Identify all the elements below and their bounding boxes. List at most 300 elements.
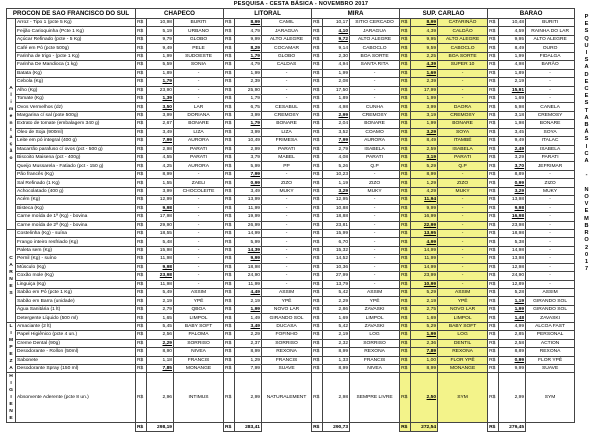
currency-symbol: R$ (136, 35, 147, 43)
currency-symbol: R$ (224, 373, 235, 423)
currency-symbol: R$ (136, 19, 147, 27)
price-cell: 25,90 (235, 86, 262, 94)
currency-symbol: R$ (312, 154, 323, 162)
brand-cell: - (174, 221, 224, 229)
price-cell: 3,50 (147, 103, 174, 111)
brand-cell: - (174, 213, 224, 221)
category-letter: I (10, 381, 12, 387)
currency-symbol: R$ (224, 137, 235, 145)
price-cell: 24,90 (499, 272, 526, 280)
product-name: Extrato de tomate (embalagem 340 g) (16, 120, 136, 128)
category-letter: N (9, 409, 13, 415)
currency-symbol: R$ (400, 187, 411, 195)
price-cell: 3,29 (323, 187, 350, 195)
currency-symbol: R$ (488, 305, 499, 313)
brand-cell: - (174, 246, 224, 254)
product-name: Músculo (Kg) (16, 263, 136, 271)
price-cell: 8,99 (411, 19, 438, 27)
currency-symbol: R$ (488, 137, 499, 145)
table-row (7, 314, 575, 322)
currency-symbol: R$ (400, 280, 411, 288)
brand-cell: ZIZO (526, 179, 575, 187)
table-row (7, 19, 575, 27)
currency-symbol: R$ (312, 162, 323, 170)
currency-symbol: R$ (136, 69, 147, 77)
brand-cell: - (526, 272, 575, 280)
side-letter: Q (584, 35, 589, 42)
currency-symbol: R$ (224, 170, 235, 178)
currency-symbol: R$ (224, 238, 235, 246)
price-cell: 9,49 (147, 44, 174, 52)
brand-cell: - (350, 272, 400, 280)
brand-cell: PARATI (438, 154, 488, 162)
price-cell: 12,98 (499, 263, 526, 271)
price-cell: 5,99 (235, 238, 262, 246)
price-cell: 2,39 (411, 78, 438, 86)
currency-symbol: R$ (488, 78, 499, 86)
brand-cell: FIDALGA (526, 52, 575, 60)
currency-symbol: R$ (224, 162, 235, 170)
brand-cell: SORRISO (174, 339, 224, 347)
brand-cell: - (350, 94, 400, 102)
price-cell: 2,39 (235, 78, 262, 86)
table-row (7, 27, 575, 35)
currency-symbol: R$ (136, 213, 147, 221)
side-letter: S (584, 28, 589, 35)
currency-symbol: R$ (224, 289, 235, 297)
table-row (7, 137, 575, 145)
currency-symbol: R$ (136, 238, 147, 246)
product-name: Tomate (Kg) (16, 94, 136, 102)
category-letter: a (9, 135, 13, 141)
price-cell: 9,49 (499, 137, 526, 145)
currency-symbol: R$ (136, 289, 147, 297)
currency-symbol: R$ (400, 137, 411, 145)
brand-cell: FOFINHO (262, 331, 312, 339)
total-cell: 279,45 (499, 423, 526, 432)
side-letter: E (584, 208, 589, 215)
price-cell: 15,98 (147, 246, 174, 254)
brand-cell: - (526, 263, 575, 271)
totals-spacer (7, 423, 136, 432)
price-cell: 11,99 (235, 280, 262, 288)
brand-cell: ZAVASKI (526, 314, 575, 322)
currency-symbol: R$ (136, 423, 147, 432)
table-row (7, 128, 575, 136)
table-row (7, 272, 575, 280)
price-cell: 8,49 (499, 44, 526, 52)
currency-symbol: R$ (224, 314, 235, 322)
totals-row (7, 423, 575, 432)
currency-symbol: R$ (488, 339, 499, 347)
price-cell: 16,99 (411, 213, 438, 221)
brand-cell: BONARE (262, 120, 312, 128)
price-cell: 17,98 (147, 213, 174, 221)
currency-symbol: R$ (312, 94, 323, 102)
price-cell: 3,99 (147, 111, 174, 119)
brand-cell: - (438, 213, 488, 221)
currency-symbol: R$ (224, 331, 235, 339)
price-cell: 2,37 (235, 339, 262, 347)
currency-symbol: R$ (136, 272, 147, 280)
currency-symbol: R$ (224, 356, 235, 364)
currency-symbol: R$ (224, 187, 235, 195)
currency-symbol: R$ (224, 61, 235, 69)
product-name: Absorvente Aderente (pcte 8 un.) (16, 373, 136, 423)
table-row (7, 204, 575, 212)
price-cell: 4,08 (323, 154, 350, 162)
brand-cell: CAMIL (262, 19, 312, 27)
currency-symbol: R$ (312, 339, 323, 347)
price-cell: 9,14 (323, 44, 350, 52)
brand-cell: PARATI (526, 154, 575, 162)
brand-cell: REXONA (526, 348, 575, 356)
price-cell: 10,36 (323, 263, 350, 271)
currency-symbol: R$ (136, 94, 147, 102)
currency-symbol: R$ (224, 204, 235, 212)
price-cell: 3,99 (235, 111, 262, 119)
side-letter: N (584, 186, 589, 193)
currency-symbol: R$ (488, 238, 499, 246)
side-letter: S (584, 100, 589, 107)
currency-symbol: R$ (312, 348, 323, 356)
product-name: Café em Pó (pcte 500g) (16, 44, 136, 52)
price-cell: 5,29 (411, 322, 438, 330)
brand-cell: SYM (438, 373, 488, 423)
brand-cell: GIRANDO SOL (526, 305, 575, 313)
brand-cell: NIVEA (174, 348, 224, 356)
price-cell: 11,99 (411, 255, 438, 263)
price-cell: 1,79 (235, 94, 262, 102)
brand-cell: SUAVE (526, 364, 575, 372)
price-cell: 5,42 (323, 322, 350, 330)
product-name: Sabão em Pó (pcte 1 Kg) (16, 289, 136, 297)
price-cell: 14,39 (235, 246, 262, 254)
brand-cell: - (262, 78, 312, 86)
table-row (7, 255, 575, 263)
price-cell: 18,98 (499, 229, 526, 237)
product-name: Paleta sem (Kg) (16, 246, 136, 254)
product-name: Feijão Carioquinha (Pcte 1 Kg) (16, 27, 136, 35)
price-cell: 6,75 (235, 103, 262, 111)
price-cell: 7,99 (235, 170, 262, 178)
product-name: Papel Higiênico (pcte 4 un.) (16, 331, 136, 339)
price-cell: 4,79 (235, 61, 262, 69)
price-cell: 1,89 (323, 94, 350, 102)
price-cell: 14,98 (499, 246, 526, 254)
currency-symbol: R$ (400, 289, 411, 297)
brand-cell: LAR (174, 103, 224, 111)
brand-cell: - (526, 204, 575, 212)
price-cell: 5,26 (323, 162, 350, 170)
brand-cell: - (262, 280, 312, 288)
table-row (7, 364, 575, 372)
brand-cell: CATARINÃO (438, 19, 488, 27)
currency-symbol: R$ (400, 339, 411, 347)
currency-symbol: R$ (312, 78, 323, 86)
price-cell: 13,95 (411, 229, 438, 237)
brand-cell: BOA SORTE (438, 52, 488, 60)
brand-cell: - (350, 69, 400, 77)
currency-symbol: R$ (224, 263, 235, 271)
currency-symbol: R$ (400, 423, 411, 432)
product-name: Sabonete (16, 356, 136, 364)
brand-cell: - (438, 86, 488, 94)
header-store-4: SUP. CARLAO (400, 9, 488, 19)
brand-cell: Q.P (350, 162, 400, 170)
total-cell: 272,54 (411, 423, 438, 432)
product-name: Alho (Kg) (16, 86, 136, 94)
brand-cell: - (174, 69, 224, 77)
category-letter: A (9, 366, 13, 372)
currency-symbol: R$ (488, 128, 499, 136)
brand-cell: - (526, 246, 575, 254)
currency-symbol: R$ (488, 423, 499, 432)
brand-cell: - (438, 221, 488, 229)
price-cell: 2,19 (499, 78, 526, 86)
price-cell: 9,79 (147, 35, 174, 43)
price-cell: 2,79 (147, 305, 174, 313)
currency-symbol: R$ (312, 331, 323, 339)
currency-symbol: R$ (488, 154, 499, 162)
brand-cell: BOA SORTE (350, 52, 400, 60)
currency-symbol: R$ (224, 255, 235, 263)
price-cell: 5,29 (411, 162, 438, 170)
price-cell: 2,36 (411, 339, 438, 347)
price-cell: 4,99 (499, 322, 526, 330)
category-letter: R (9, 269, 13, 275)
brand-cell: DUCASA (262, 322, 312, 330)
currency-symbol: R$ (224, 154, 235, 162)
brand-cell: FRANCIS (174, 356, 224, 364)
brand-cell: REXONA (438, 348, 488, 356)
table-row (7, 305, 575, 313)
price-cell: 1,00 (411, 356, 438, 364)
category-letter: N (9, 276, 13, 282)
side-letter: 1 (584, 258, 589, 265)
product-name: Carne moída de 1ª (Kg) - bovina (16, 213, 136, 221)
price-cell: 7,99 (147, 137, 174, 145)
price-cell: 2,19 (235, 297, 262, 305)
brand-cell: - (262, 196, 312, 204)
price-cell: 4,29 (411, 187, 438, 195)
category-letter: t (10, 128, 12, 134)
brand-cell: - (438, 196, 488, 204)
price-cell: 23,98 (499, 221, 526, 229)
brand-cell: ZIZO (350, 179, 400, 187)
price-cell: 3,19 (411, 154, 438, 162)
product-name: Linguiça (Kg) (16, 280, 136, 288)
currency-symbol: R$ (312, 246, 323, 254)
currency-symbol: R$ (312, 44, 323, 52)
side-letter: I (585, 50, 588, 57)
currency-symbol: R$ (312, 423, 323, 432)
brand-cell: - (350, 78, 400, 86)
brand-cell: - (438, 229, 488, 237)
side-letter: 7 (584, 266, 589, 273)
brand-cell: - (174, 272, 224, 280)
currency-symbol: R$ (224, 297, 235, 305)
currency-symbol: R$ (400, 305, 411, 313)
price-cell: 2,19 (411, 297, 438, 305)
table-row (7, 297, 575, 305)
brand-cell: CREMOSY (350, 111, 400, 119)
price-cell: 1,48 (499, 314, 526, 322)
currency-symbol: R$ (136, 305, 147, 313)
price-cell: 2,29 (147, 339, 174, 347)
price-cell: 1,69 (499, 94, 526, 102)
product-name: Farinha de trigo - (pcte 1 Kg) (16, 52, 136, 60)
currency-symbol: R$ (136, 137, 147, 145)
brand-cell: - (174, 238, 224, 246)
currency-symbol: R$ (488, 187, 499, 195)
price-cell: 8,49 (411, 137, 438, 145)
table-row (7, 187, 575, 195)
total-cell: 290,73 (323, 423, 350, 432)
currency-symbol: R$ (224, 44, 235, 52)
price-cell: 6,70 (323, 238, 350, 246)
price-cell: 2,56 (147, 331, 174, 339)
currency-symbol: R$ (400, 221, 411, 229)
currency-symbol: R$ (136, 170, 147, 178)
brand-cell: CABOCLO (350, 44, 400, 52)
currency-symbol: R$ (312, 280, 323, 288)
brand-cell: ACTION (526, 339, 575, 347)
price-cell: 13,79 (323, 280, 350, 288)
brand-cell: - (526, 86, 575, 94)
price-cell: 1,19 (499, 297, 526, 305)
category-letter: I (10, 331, 12, 337)
brand-cell: MUKY (350, 187, 400, 195)
price-cell: 3,99 (411, 103, 438, 111)
price-cell: 10,99 (411, 280, 438, 288)
price-cell: 2,99 (235, 145, 262, 153)
currency-symbol: R$ (488, 263, 499, 271)
brand-cell: DENTIL (438, 339, 488, 347)
brand-cell: MUKY (526, 187, 575, 195)
side-letter: M (584, 215, 589, 222)
currency-symbol: R$ (488, 322, 499, 330)
price-cell: 7,85 (147, 364, 174, 372)
price-cell: 10,88 (323, 204, 350, 212)
table-row (7, 356, 575, 364)
brand-cell: BABY SOFT (174, 322, 224, 330)
price-cell: 2,04 (323, 120, 350, 128)
side-letter: U (584, 42, 589, 49)
price-cell: 12,95 (323, 196, 350, 204)
page-title: PESQUISA - CESTA BÁSICA - NOVEMBRO 2017 (233, 1, 369, 7)
price-cell: 14,99 (235, 229, 262, 237)
price-cell: 2,08 (323, 78, 350, 86)
currency-symbol: R$ (312, 27, 323, 35)
currency-symbol: R$ (400, 145, 411, 153)
currency-symbol: R$ (136, 356, 147, 364)
table-row (7, 145, 575, 153)
price-cell: 10,17 (323, 19, 350, 27)
brand-cell: - (438, 246, 488, 254)
product-name: Pão francês (Kg) (16, 170, 136, 178)
price-cell: 1,99 (235, 305, 262, 313)
price-cell: 1,55 (147, 179, 174, 187)
brand-cell: FRIMESA (262, 137, 312, 145)
category-label (7, 19, 16, 230)
price-cell: 5,19 (147, 27, 174, 35)
brand-cell: FRANCIS (262, 356, 312, 364)
price-cell: 8,89 (499, 348, 526, 356)
side-letter: E (584, 78, 589, 85)
brand-cell: - (262, 86, 312, 94)
price-cell: 2,99 (323, 111, 350, 119)
brand-cell: - (262, 213, 312, 221)
category-letter: A (9, 86, 13, 92)
brand-cell: FLOR YPÊ (526, 356, 575, 364)
currency-symbol: R$ (488, 356, 499, 364)
table-row (7, 61, 575, 69)
category-letter: n (9, 121, 13, 127)
currency-symbol: R$ (136, 196, 147, 204)
table-row (7, 86, 575, 94)
currency-symbol: R$ (224, 52, 235, 60)
currency-symbol: R$ (488, 280, 499, 288)
currency-symbol: R$ (224, 120, 235, 128)
brand-cell: PARATI (174, 145, 224, 153)
brand-cell: PERSONAL (526, 331, 575, 339)
table-row (7, 170, 575, 178)
currency-symbol: R$ (312, 229, 323, 237)
currency-symbol: R$ (400, 348, 411, 356)
category-letter: E (9, 352, 13, 358)
price-cell: 5,48 (147, 238, 174, 246)
brand-cell: MABEL (262, 154, 312, 162)
currency-symbol: R$ (224, 221, 235, 229)
brand-cell: LIZA (174, 128, 224, 136)
brand-cell: ISABELA (350, 145, 400, 153)
price-cell: 23,81 (323, 221, 350, 229)
price-cell: 5,28 (499, 289, 526, 297)
brand-cell: CREMOSY (438, 111, 488, 119)
price-cell: 27,99 (323, 272, 350, 280)
currency-symbol: R$ (488, 364, 499, 372)
category-letter: L (9, 324, 13, 330)
currency-symbol: R$ (488, 348, 499, 356)
brand-cell: - (262, 255, 312, 263)
brand-cell: YPÊ (174, 297, 224, 305)
brand-cell: CUNHA (350, 103, 400, 111)
price-cell: 1,79 (235, 120, 262, 128)
category-letter: S (9, 290, 13, 296)
product-name: Coxão mole (Kg) (16, 272, 136, 280)
currency-symbol: R$ (488, 170, 499, 178)
brand-cell: YPÊ (438, 297, 488, 305)
totals-spacer (526, 423, 575, 432)
price-cell: 14,99 (411, 246, 438, 254)
currency-symbol: R$ (312, 289, 323, 297)
currency-symbol: R$ (488, 272, 499, 280)
brand-cell: BONARE (526, 120, 575, 128)
table-row (7, 280, 575, 288)
product-name: Queijo Mussarela - Fatiado (pct - 150 g) (16, 162, 136, 170)
brand-cell: ZAVASKI (350, 322, 400, 330)
currency-symbol: R$ (312, 179, 323, 187)
brand-cell: - (438, 238, 488, 246)
price-cell: 3,45 (499, 128, 526, 136)
currency-symbol: R$ (312, 137, 323, 145)
product-name: Margarina c/ sal (pote 500g) (16, 111, 136, 119)
category-letter: E (9, 402, 13, 408)
currency-symbol: R$ (312, 170, 323, 178)
table-row (7, 263, 575, 271)
brand-cell: MUKY (262, 187, 312, 195)
